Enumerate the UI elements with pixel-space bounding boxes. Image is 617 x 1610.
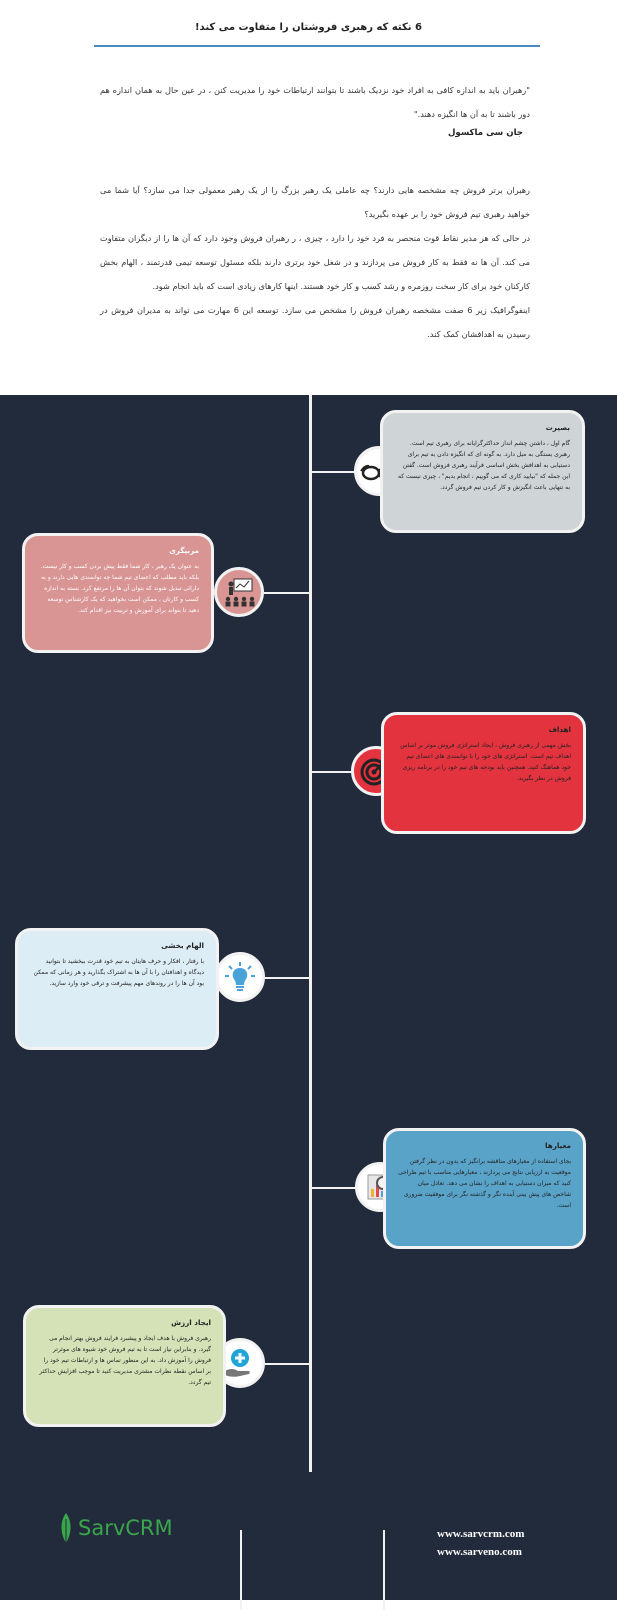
page-title: 6 نکته که رهبری فروشتان را متفاوت می کند! — [195, 22, 422, 33]
footer-divider — [383, 1530, 385, 1610]
card-text: بخش مهمی از رهبری فروش ، ایجاد استراتژی فروش موثر بر اساس اهداف تیم است. استراتژی های خود را با توانمندی های اعضای تیم خود هماهنگ کنید. همچنین باید بودجه های تیم خود را در برنامه ریزی فروش در نظر بگیرید. — [400, 742, 571, 782]
leaf-icon — [58, 1513, 74, 1543]
timeline-card — [380, 410, 585, 533]
timeline-spine — [309, 395, 312, 1472]
timeline-connector — [264, 592, 310, 594]
timeline-card — [22, 533, 214, 653]
intro-paragraph-3: اینفوگرافیک زیر 6 صفت مشخصه رهبران فروش را مشخص می سازد. توسعه این 6 مهارت می تواند به مدیران فروش در رسیدن به اهدافشان کمک کند. — [100, 305, 530, 339]
timeline-connector — [311, 771, 353, 773]
timeline-card — [383, 1128, 586, 1249]
lightbulb-icon — [223, 960, 257, 994]
card-text: به عنوان یک رهبر ، کار شما فقط پیش بردن کسب و کار نیست. بلکه باید مطلب که اعضای تیم شما چه توانمندی هایی دارند و به دارائی تبدیل شوند که بتوان آن ها را مرتفع کرد. بسته به اندازه کسب و کارتان ، ممکن است بخواهید که یک کارشناس توسعه دهید تا بتواند برای آموزش و تربیت نیز اقدام کند. — [40, 563, 199, 614]
timeline-connector — [311, 1187, 357, 1189]
intro-section — [0, 0, 617, 395]
website-link[interactable]: www.sarvcrm.com — [437, 1528, 525, 1540]
sarvcrm-logo — [58, 1513, 173, 1543]
presentation-icon — [222, 575, 256, 609]
title-divider — [94, 45, 540, 47]
intro-paragraph-1: رهبران برتر فروش چه مشخصه هایی دارند؟ چه عاملی یک رهبر بزرگ را از یک رهبر معمولی جدا می سازد؟ آیا شما می خواهید رهبری تیم فروش خود را بر عهده بگیرید؟ — [100, 185, 530, 219]
card-title: ایجاد ارزش — [171, 1318, 211, 1327]
intro-paragraph-2: در حالی که هر مدیر نقاط قوت منحصر به فرد خود را دارد ، چیزی ، ر رهبران فروش وجود دارد که آن ها را از دیگران متفاوت می کند. آن ها نه فقط به کار فروش می پردازند و در شغل خود برتری دارند بلکه مسئول توسعه تیمی قدرتمند ، الهام بخش کارکنان خود برای کار سخت روزمره و رشد کسب و کار خود هستند. اینها کارهای زیادی است که باید انجام شود. — [100, 233, 530, 291]
card-text: رهبری فروش با هدف ایجاد و پیشبرد فرایند فروش بهتر انجام می گیرد. و بنابراین نیاز است تا به تیم فروش خود شیوه های موثرتر فروش را آموزش داد. به این منظور تماس ها و ارتباطات تیم خود را بر اساس نقطه نظرات مشتری مدیریت کنید تا موجب افزایش حداکثر تیم گردد. — [39, 1335, 211, 1386]
timeline-connector — [265, 1363, 310, 1365]
card-text: بجای استفاده از معیارهای مناقشه برانگیز که بدون در نظر گرفتن موقعیت به ارزیابی نتایج می پردازند ، معیارهایی مناسب با تیم طراحی کنید که میزان دستیابی به اهداف را نشان می دهد. تعادل میان شاخص های پیش بینی آینده نگر و گذشته نگر برای موفقیت ضروری است. — [398, 1158, 571, 1209]
timeline-icon-circle — [215, 952, 265, 1002]
intro-quote: "رهبران باید به اندازه کافی به افراد خود نزدیک باشند تا بتوانند ارتباطات خود را مدیریت کنن ، در عین حال به همان اندازه هم دور باشند تا به آن ها انگیزه دهند." — [100, 85, 530, 119]
card-title: مربیگری — [169, 546, 199, 555]
hand-plus-icon — [222, 1345, 258, 1381]
card-title: اهداف — [548, 725, 571, 734]
card-title: الهام بخشی — [161, 941, 204, 950]
timeline-card — [15, 928, 219, 1050]
timeline-card — [23, 1305, 226, 1427]
quote-author: جان سی ماکسول — [447, 128, 523, 138]
website-link[interactable]: www.sarveno.com — [437, 1546, 522, 1558]
card-text: گام اول ، داشتن چشم انداز حداکثرگرایانه برای رهبری تیم است. رهبری بستگی به میل دارد. به گونه ای که انگیزه دادن به تیم برای دستیابی به اهدافش بخش اساسی فرآیند رهبری فروش است. گفتن این جمله که "بیایید کاری که می گوییم ، انجام بدیم" ، چیزی نیست که به تنهایی باعث انگیزش و کار کردن تیم فروش گردد. — [398, 440, 570, 491]
timeline-icon-circle — [214, 567, 264, 617]
card-title: معیارها — [545, 1141, 571, 1150]
timeline-connector — [265, 977, 310, 979]
timeline-connector — [311, 471, 356, 473]
card-title: بصیرت — [545, 423, 570, 432]
card-text: با رفتار ، افکار و حرف هایتان به تیم خود قدرت ببخشید تا بتوانید دیدگاه و اهدافتان را با آن ها به اشتراک بگذارید و هر زمانی که ممکن بود آن ها را در روندهای مهم پیشرفت و ترقی خود وارد سازید. — [33, 958, 204, 987]
timeline-card — [381, 712, 586, 834]
footer-divider — [240, 1530, 242, 1610]
logo-text: SarvCRM — [78, 1516, 173, 1540]
